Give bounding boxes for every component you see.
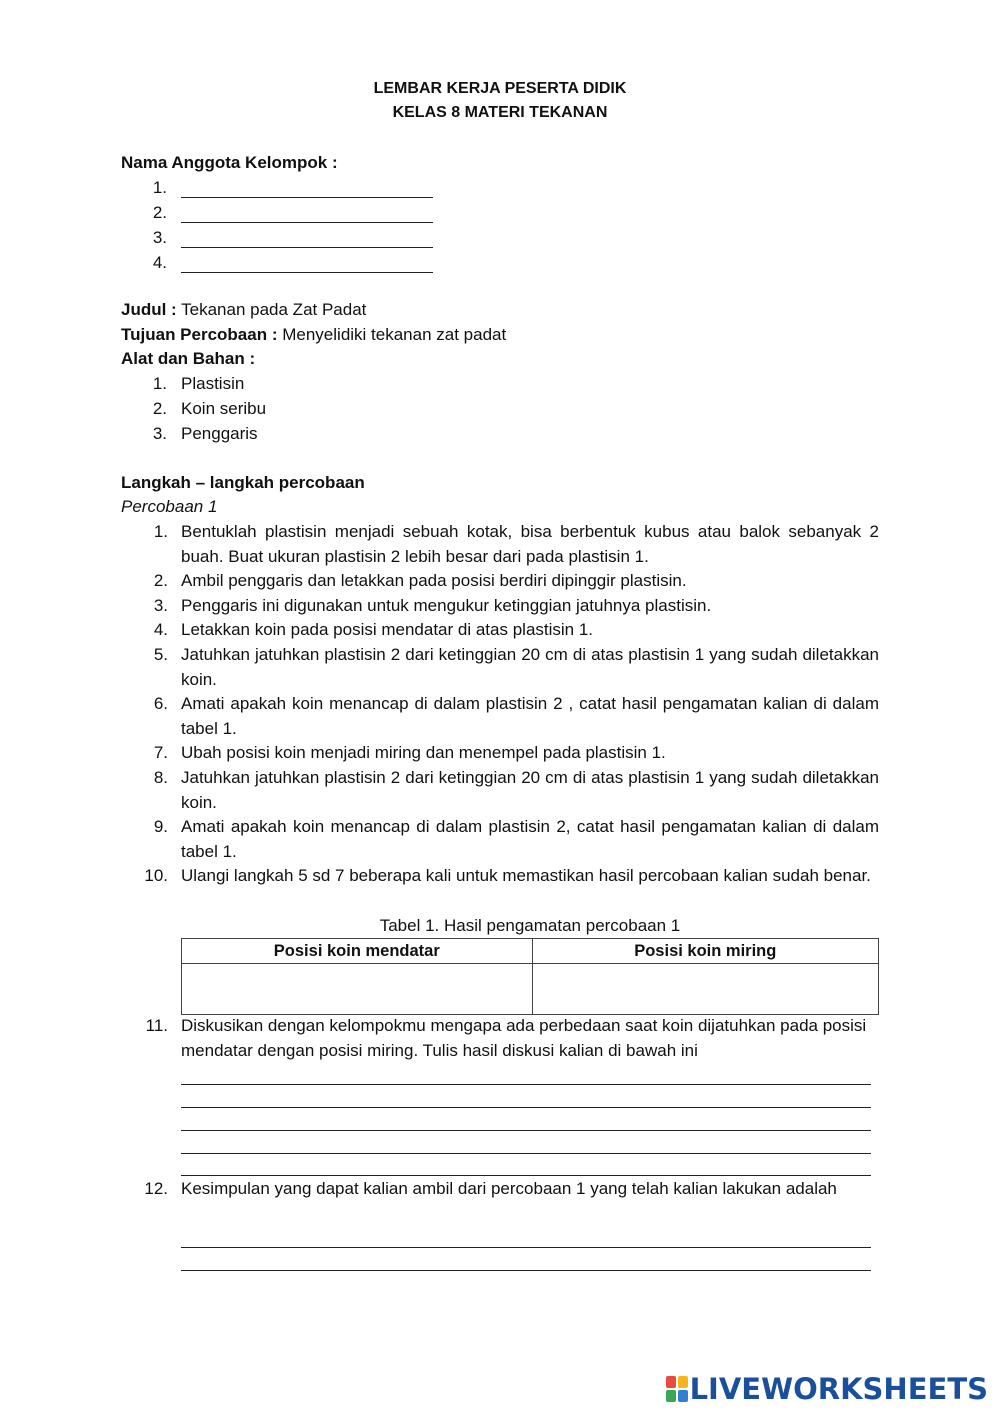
alat-item-number: 1. bbox=[152, 374, 167, 393]
step-text: Ubah posisi koin menjadi miring dan menempel pada plastisin 1. bbox=[181, 743, 666, 762]
tujuan-row bbox=[121, 323, 506, 347]
logo-block bbox=[666, 1376, 676, 1388]
alat-item-number: 2. bbox=[152, 399, 167, 418]
member-name-input-2[interactable] bbox=[181, 205, 433, 223]
table-header-miring: Posisi koin miring bbox=[532, 939, 878, 964]
logo-block bbox=[678, 1376, 688, 1388]
step-number: 11. bbox=[145, 1016, 168, 1035]
judul-value: Tekanan pada Zat Padat bbox=[181, 300, 367, 319]
answer-line[interactable] bbox=[181, 1270, 871, 1271]
alat-label: Alat dan Bahan : bbox=[121, 349, 256, 368]
step-text: Jatuhkan jatuhkan plastisin 2 dari ketinggian 20 cm di atas plastisin 1 yang sudah diletakkan koin. bbox=[181, 645, 879, 689]
members-label: Nama Anggota Kelompok : bbox=[121, 153, 338, 172]
judul-label: Judul : bbox=[121, 300, 177, 319]
logo-icon bbox=[666, 1376, 688, 1402]
judul-row bbox=[121, 298, 366, 322]
step-text: Penggaris ini digunakan untuk mengukur ketinggian jatuhnya plastisin. bbox=[181, 596, 712, 615]
answer-line[interactable] bbox=[181, 1175, 871, 1176]
answer-line[interactable] bbox=[181, 1247, 871, 1248]
step-text: Amati apakah koin menancap di dalam plastisin 2, catat hasil pengamatan kalian di dalam tabel 1. bbox=[181, 817, 879, 861]
step-number: 6. bbox=[153, 694, 168, 713]
step-number: 12. bbox=[144, 1179, 168, 1198]
step-text: Jatuhkan jatuhkan plastisin 2 dari ketinggian 20 cm di atas plastisin 1 yang sudah diletakkan koin. bbox=[181, 768, 879, 812]
procedure-heading: Langkah – langkah percobaan bbox=[121, 473, 365, 492]
step-number: 5. bbox=[153, 645, 168, 664]
observation-table bbox=[181, 938, 879, 1015]
step-text: Kesimpulan yang dapat kalian ambil dari percobaan 1 yang telah kalian lakukan adalah bbox=[181, 1179, 837, 1198]
step-text: Bentuklah plastisin menjadi sebuah kotak, bisa berbentuk kubus atau balok sebanyak 2 buah. Buat ukuran plastisin 2 lebih besar dari pada plastisin 1. bbox=[181, 522, 879, 566]
worksheet-subtitle: KELAS 8 MATERI TEKANAN bbox=[392, 104, 608, 121]
member-name-input-4[interactable] bbox=[181, 255, 433, 273]
answer-line[interactable] bbox=[181, 1107, 871, 1108]
member-number: 4. bbox=[152, 253, 167, 272]
tujuan-label: Tujuan Percobaan : bbox=[121, 325, 278, 344]
logo-block bbox=[666, 1390, 676, 1402]
liveworksheets-logo bbox=[666, 1372, 988, 1406]
table-row bbox=[182, 964, 879, 1015]
step-number: 1. bbox=[153, 522, 168, 541]
answer-cell-miring[interactable] bbox=[532, 964, 878, 1015]
answer-line[interactable] bbox=[181, 1084, 871, 1085]
step-text: Ambil penggaris dan letakkan pada posisi berdiri dipinggir plastisin. bbox=[181, 571, 687, 590]
member-name-input-1[interactable] bbox=[181, 180, 433, 198]
member-number: 2. bbox=[152, 203, 167, 222]
step-text: Diskusikan dengan kelompokmu mengapa ada perbedaan saat koin dijatuhkan pada posisi mendatar dengan posisi miring. Tulis hasil diskusi kalian di bawah ini bbox=[181, 1016, 867, 1060]
step-number: 7. bbox=[153, 743, 168, 762]
member-number: 3. bbox=[152, 228, 167, 247]
answer-cell-mendatar[interactable] bbox=[182, 964, 533, 1015]
step-number: 10. bbox=[144, 866, 168, 885]
alat-item-number: 3. bbox=[152, 424, 167, 443]
step-text: Amati apakah koin menancap di dalam plastisin 2 , catat hasil pengamatan kalian di dalam tabel 1. bbox=[181, 694, 879, 738]
alat-item: Koin seribu bbox=[181, 399, 267, 418]
step-number: 3. bbox=[153, 596, 168, 615]
member-name-input-3[interactable] bbox=[181, 230, 433, 248]
step-text: Ulangi langkah 5 sd 7 beberapa kali untuk memastikan hasil percobaan kalian sudah benar. bbox=[181, 866, 871, 885]
step-number: 4. bbox=[153, 620, 168, 639]
logo-text: LIVEWORKSHEETS bbox=[689, 1372, 988, 1406]
member-number: 1. bbox=[152, 178, 167, 197]
step-text: Letakkan koin pada posisi mendatar di atas plastisin 1. bbox=[181, 620, 594, 639]
worksheet-title: LEMBAR KERJA PESERTA DIDIK bbox=[373, 80, 627, 97]
step-number: 2. bbox=[153, 571, 168, 590]
table-header-row bbox=[182, 939, 879, 964]
answer-line[interactable] bbox=[181, 1153, 871, 1154]
table-caption: Tabel 1. Hasil pengamatan percobaan 1 bbox=[379, 916, 681, 935]
logo-block bbox=[678, 1390, 688, 1402]
step-number: 9. bbox=[153, 817, 168, 836]
step-number: 8. bbox=[153, 768, 168, 787]
table-header-mendatar: Posisi koin mendatar bbox=[182, 939, 533, 964]
tujuan-value: Menyelidiki tekanan zat padat bbox=[282, 325, 507, 344]
alat-item: Penggaris bbox=[181, 424, 258, 443]
procedure-subheading: Percobaan 1 bbox=[121, 497, 218, 516]
alat-item: Plastisin bbox=[181, 374, 245, 393]
answer-line[interactable] bbox=[181, 1130, 871, 1131]
